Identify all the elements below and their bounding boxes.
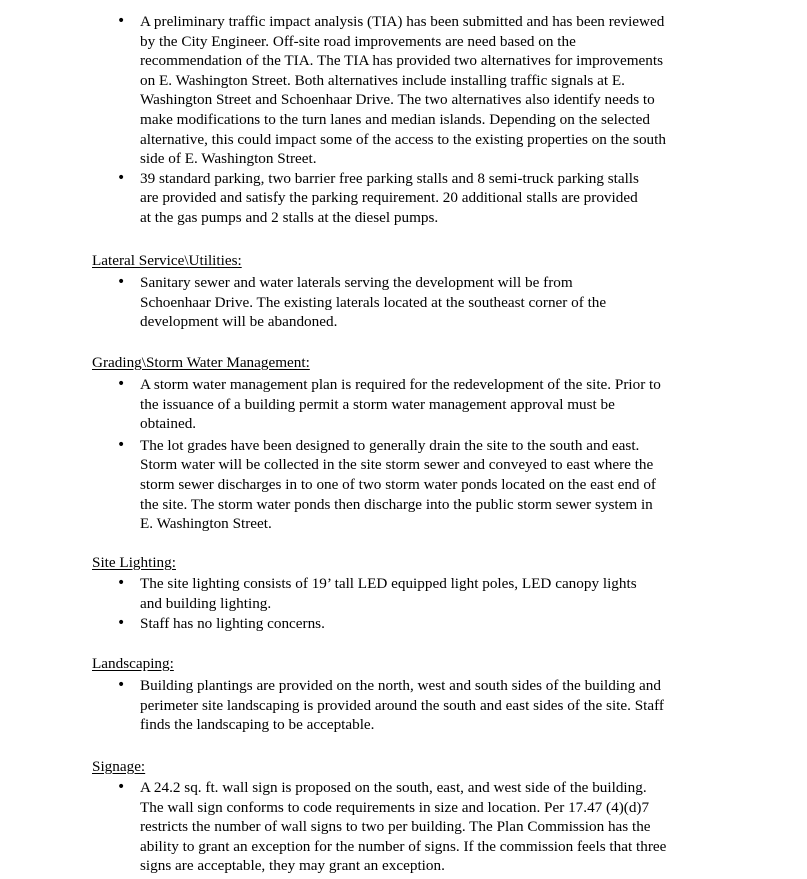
- bullet-text-line: The lot grades have been designed to generally drain the site to the south and east.: [140, 436, 640, 454]
- bullet-dot-icon: •: [117, 169, 126, 186]
- bullet-item: [0, 375, 807, 434]
- bullet-item: [0, 778, 807, 876]
- bullet-list: [0, 574, 807, 634]
- bullet-text-line: are provided and satisfy the parking requirement. 20 additional stalls are provided: [140, 189, 638, 207]
- bullet-text-line: restricts the number of wall signs to two per building. The Plan Commission has the: [140, 818, 651, 836]
- bullet-dot-icon: •: [117, 575, 126, 591]
- bullet-item: [0, 273, 807, 332]
- bullet-text-line: side of E. Washington Street.: [140, 150, 317, 168]
- bullet-text-line: by the City Engineer. Off-site road improvements are need based on the: [140, 32, 576, 50]
- bullet-text-line: perimeter site landscaping is provided around the south and east sides of the site. Staff: [140, 696, 664, 714]
- bullet-text-line: Staff has no lighting concerns.: [140, 615, 325, 633]
- bullet-text-line: finds the landscaping to be acceptable.: [140, 716, 375, 734]
- bullet-text-line: make modifications to the turn lanes and median islands. Depending on the selected: [140, 110, 650, 128]
- bullet-text-line: ability to grant an exception for the number of signs. If the commission feels that three: [140, 837, 667, 855]
- bullet-dot-icon: •: [117, 13, 126, 29]
- bullet-text-line: development will be abandoned.: [140, 313, 338, 331]
- bullet-text-line: signs are acceptable, they may grant an exception.: [140, 857, 445, 875]
- bullet-item: [0, 614, 807, 634]
- bullet-item: [0, 574, 807, 613]
- bullet-item: [0, 12, 807, 169]
- bullet-text-line: Washington Street and Schoenhaar Drive. The two alternatives also identify needs to: [140, 91, 655, 109]
- bullet-dot-icon: •: [117, 376, 126, 392]
- bullet-list: [0, 778, 807, 876]
- section-heading: Signage:: [92, 758, 146, 775]
- bullet-text-line: Sanitary sewer and water laterals serving the development will be from: [140, 274, 573, 291]
- bullet-text-line: A preliminary traffic impact analysis (TIA) has been submitted and has been reviewed: [140, 13, 665, 30]
- bullet-text-line: The wall sign conforms to code requirements in size and location. Per 17.47 (4)(d)7: [140, 798, 650, 816]
- bullet-item: [0, 169, 807, 228]
- bullet-text-line: Building plantings are provided on the north, west and south sides of the building and: [140, 677, 661, 694]
- bullet-text-line: the site. The storm water ponds then discharge into the public storm sewer system in: [140, 495, 653, 513]
- bullet-dot-icon: •: [117, 436, 126, 453]
- bullet-dot-icon: •: [117, 677, 126, 693]
- section-heading: Lateral Service\Utilities:: [92, 252, 242, 269]
- section-heading: Site Lighting:: [92, 554, 176, 571]
- bullet-text-line: E. Washington Street.: [140, 515, 272, 533]
- section-heading: Grading\Storm Water Management:: [92, 354, 310, 371]
- bullet-text-line: on E. Washington Street. Both alternatives include installing traffic signals at E.: [140, 71, 625, 89]
- bullet-text-line: recommendation of the TIA. The TIA has provided two alternatives for improvements: [140, 52, 663, 70]
- bullet-text-line: Schoenhaar Drive. The existing laterals located at the southeast corner of the: [140, 293, 607, 311]
- section-heading: Landscaping:: [92, 655, 174, 672]
- bullet-list: [0, 676, 807, 735]
- bullet-text-line: obtained.: [140, 415, 197, 433]
- bullet-text-line: storm sewer discharges in to one of two storm water ponds located on the east end of: [140, 475, 656, 493]
- bullet-text-line: and building lighting.: [140, 594, 272, 612]
- bullet-dot-icon: •: [117, 615, 126, 632]
- bullet-text-line: the issuance of a building permit a storm water management approval must be: [140, 395, 615, 413]
- bullet-text-line: alternative, this could impact some of the access to the existing properties on the south: [140, 130, 666, 148]
- bullet-text-line: at the gas pumps and 2 stalls at the diesel pumps.: [140, 208, 439, 226]
- bullet-item: [0, 676, 807, 735]
- bullet-dot-icon: •: [117, 274, 126, 290]
- bullet-text-line: A storm water management plan is required for the redevelopment of the site. Prior to: [140, 376, 661, 393]
- bullet-text-line: 39 standard parking, two barrier free parking stalls and 8 semi-truck parking stalls: [140, 169, 639, 187]
- bullet-text-line: A 24.2 sq. ft. wall sign is proposed on the south, east, and west side of the building.: [140, 779, 647, 796]
- bullet-list: [0, 273, 807, 332]
- bullet-list: [0, 375, 807, 534]
- bullet-dot-icon: •: [117, 779, 126, 795]
- bullet-text-line: The site lighting consists of 19’ tall LED equipped light poles, LED canopy lights: [140, 575, 637, 592]
- bullet-text-line: Storm water will be collected in the site storm sewer and conveyed to east where the: [140, 456, 654, 474]
- bullet-list: [0, 12, 807, 228]
- bullet-item: [0, 436, 807, 534]
